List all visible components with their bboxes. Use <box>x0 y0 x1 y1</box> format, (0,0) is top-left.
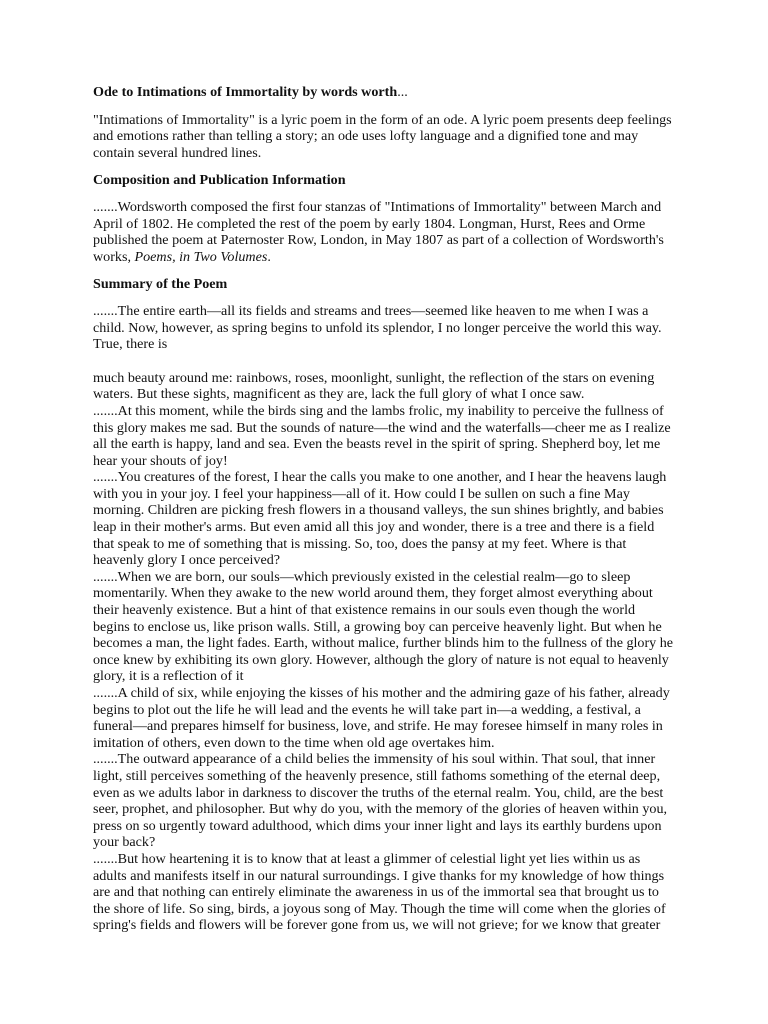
title-ellipsis: ... <box>397 84 408 100</box>
composition-end: . <box>267 248 271 265</box>
document-title <box>93 84 675 101</box>
summary-paragraph: .......A child of six, while enjoying the kisses of his mother and the admiring gaze of his father, already begins to plot out the life he will lead and the events he will take part in—a wedding, a festival, a funeral—and prepares himself for business, love, and strife. He may foresee himself in many roles in imitation of others, even down to the time when old age overtakes him. <box>93 685 670 751</box>
summary-paragraph: .......The entire earth—all its fields and streams and trees—seemed like heaven to me when I was a child. Now, however, as spring begins to unfold its splendor, I no longer perceive the world this way. True, there is <box>93 302 662 353</box>
paragraph-gap <box>93 353 675 370</box>
summary-paragraph: .......You creatures of the forest, I hear the calls you make to one another, and I hear the heavens laugh with you in your joy. I feel your happiness—all of it. How could I be sullen on such a fine May morning. Children are picking fresh flowers in a thousand valleys, the sun shines brightly, and babies leap in their mother's arms. But even amid all this joy and wonder, there is a tree and there is a field that speak to me of something that is missing. So, too, does the pansy at my feet. Where is that heavenly glory I once perceived? <box>93 469 667 569</box>
intro-paragraph: "Intimations of Immortality" is a lyric poem in the form of an ode. A lyric poem presents deep feelings and emotions rather than telling a story; an ode uses lofty language and a dignified tone and may contain several hundred lines. <box>93 111 672 161</box>
composition-paragraph <box>93 199 675 265</box>
summary-paragraph: .......When we are born, our souls—which previously existed in the celestial realm—go to sleep momentarily. When they awake to the new world around them, they forget almost everything about their heavenly existence. But a hint of that existence remains in our souls even though the world begins to enclose us, like prison walls. Still, a growing boy can perceive heavenly light. But when he becomes a man, the light fades. Earth, without malice, further blinds him to the fullness of the glory he once knew by exhibiting its own glory. However, although the glory of nature is not equal to heavenly glory, it is a reflection of it <box>93 568 674 685</box>
composition-heading: Composition and Publication Information <box>93 172 346 189</box>
summary-paragraph: .......At this moment, while the birds sing and the lambs frolic, my inability to perceive the fullness of this glory makes me sad. But the sounds of nature—the wind and the waterfalls—cheer me as I realize all the earth is happy, land and sea. Even the beasts revel in the spirit of spring. Shepherd boy, let me hear your shouts of joy! <box>93 402 671 469</box>
book-title: Poems, in Two Volumes <box>134 248 268 265</box>
summary-paragraph: much beauty around me: rainbows, roses, moonlight, sunlight, the reflection of the stars on evening waters. But these sights, magnificent as they are, lack the full glory of what I once saw. <box>93 369 655 403</box>
composition-text: .......Wordsworth composed the first four stanzas of "Intimations of Immortality" between March and April of 1802. He completed the rest of the poem by early 1804. Longman, Hurst, Rees and Orme published the poem at Paternoster Row, London, in May 1807 as part of a collection of Wordsworth's works, <box>93 198 664 265</box>
summary-paragraph: .......But how heartening it is to know that at least a glimmer of celestial light yet lies within us as adults and manifests itself in our natural surroundings. I give thanks for my knowledge of how things are and that nothing can entirely eliminate the awareness in us of the immortal sea that brought us to the shore of life. So sing, birds, a joyous song of May. Though the time will come when the glories of spring's fields and flowers will be forever gone from us, we will not grieve; for we know that greater <box>93 850 666 934</box>
summary-heading: Summary of the Poem <box>93 276 228 293</box>
title-text: Ode to Intimations of Immortality by words worth <box>93 84 398 100</box>
summary-paragraph: .......The outward appearance of a child belies the immensity of his soul within. That soul, that inner light, still perceives something of the heavenly presence, still fathoms something of the eternal deep, even as we adults labor in darkness to discover the truths of the eternal realm. You, child, are the best seer, prophet, and philosopher. But why do you, with the memory of the glories of heaven within you, press on so urgently toward adulthood, which dims your inner light and lays its earthly burdens upon your back? <box>93 751 668 851</box>
